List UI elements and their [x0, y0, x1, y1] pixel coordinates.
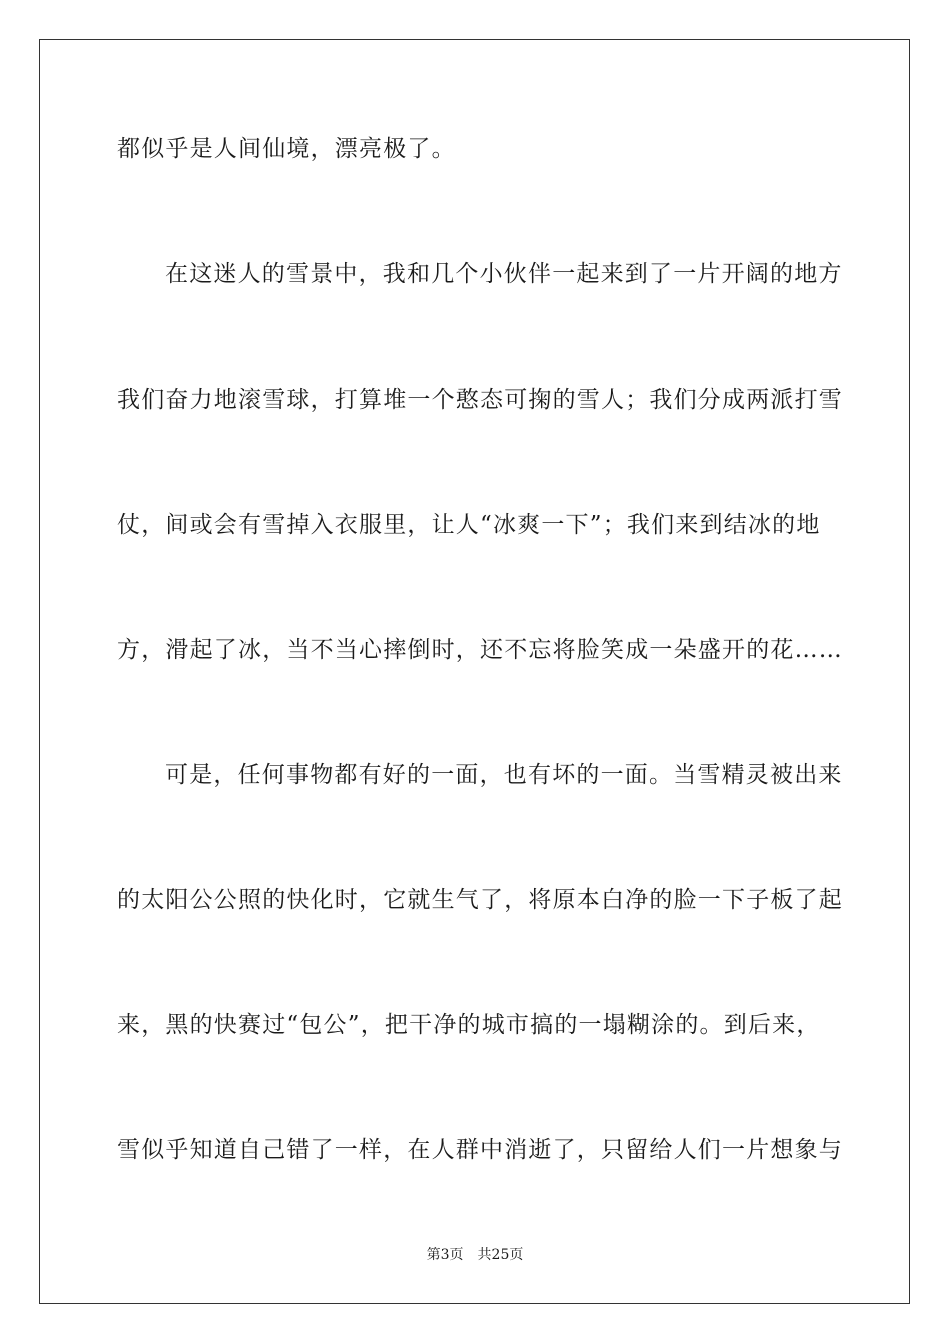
text-line-5: 方，滑起了冰，当不当心摔倒时，还不忘将脸笑成一朵盛开的花…… [117, 637, 843, 663]
text-line-4: 仗，间或会有雪掉入衣服里，让人“冰爽一下”；我们来到结冰的地 [117, 512, 821, 538]
text-line-9: 雪似乎知道自己错了一样，在人群中消逝了，只留给人们一片想象与 [117, 1137, 843, 1163]
page-total: 共25页 [477, 1247, 524, 1263]
page-footer [0, 1246, 950, 1264]
page-frame [39, 39, 910, 1304]
page-number: 第3页 [426, 1247, 464, 1263]
text-line-6: 可是，任何事物都有好的一面，也有坏的一面。当雪精灵被出来 [165, 762, 843, 788]
text-line-1: 都似乎是人间仙境，漂亮极了。 [117, 136, 456, 162]
text-line-8: 来，黑的快赛过“包公”，把干净的城市搞的一塌糊涂的。到后来， [117, 1012, 821, 1038]
text-line-7: 的太阳公公照的快化时，它就生气了，将原本白净的脸一下子板了起 [117, 887, 843, 913]
text-line-2: 在这迷人的雪景中，我和几个小伙伴一起来到了一片开阔的地方 [165, 261, 843, 287]
text-line-3: 我们奋力地滚雪球，打算堆一个憨态可掬的雪人；我们分成两派打雪 [117, 387, 843, 413]
